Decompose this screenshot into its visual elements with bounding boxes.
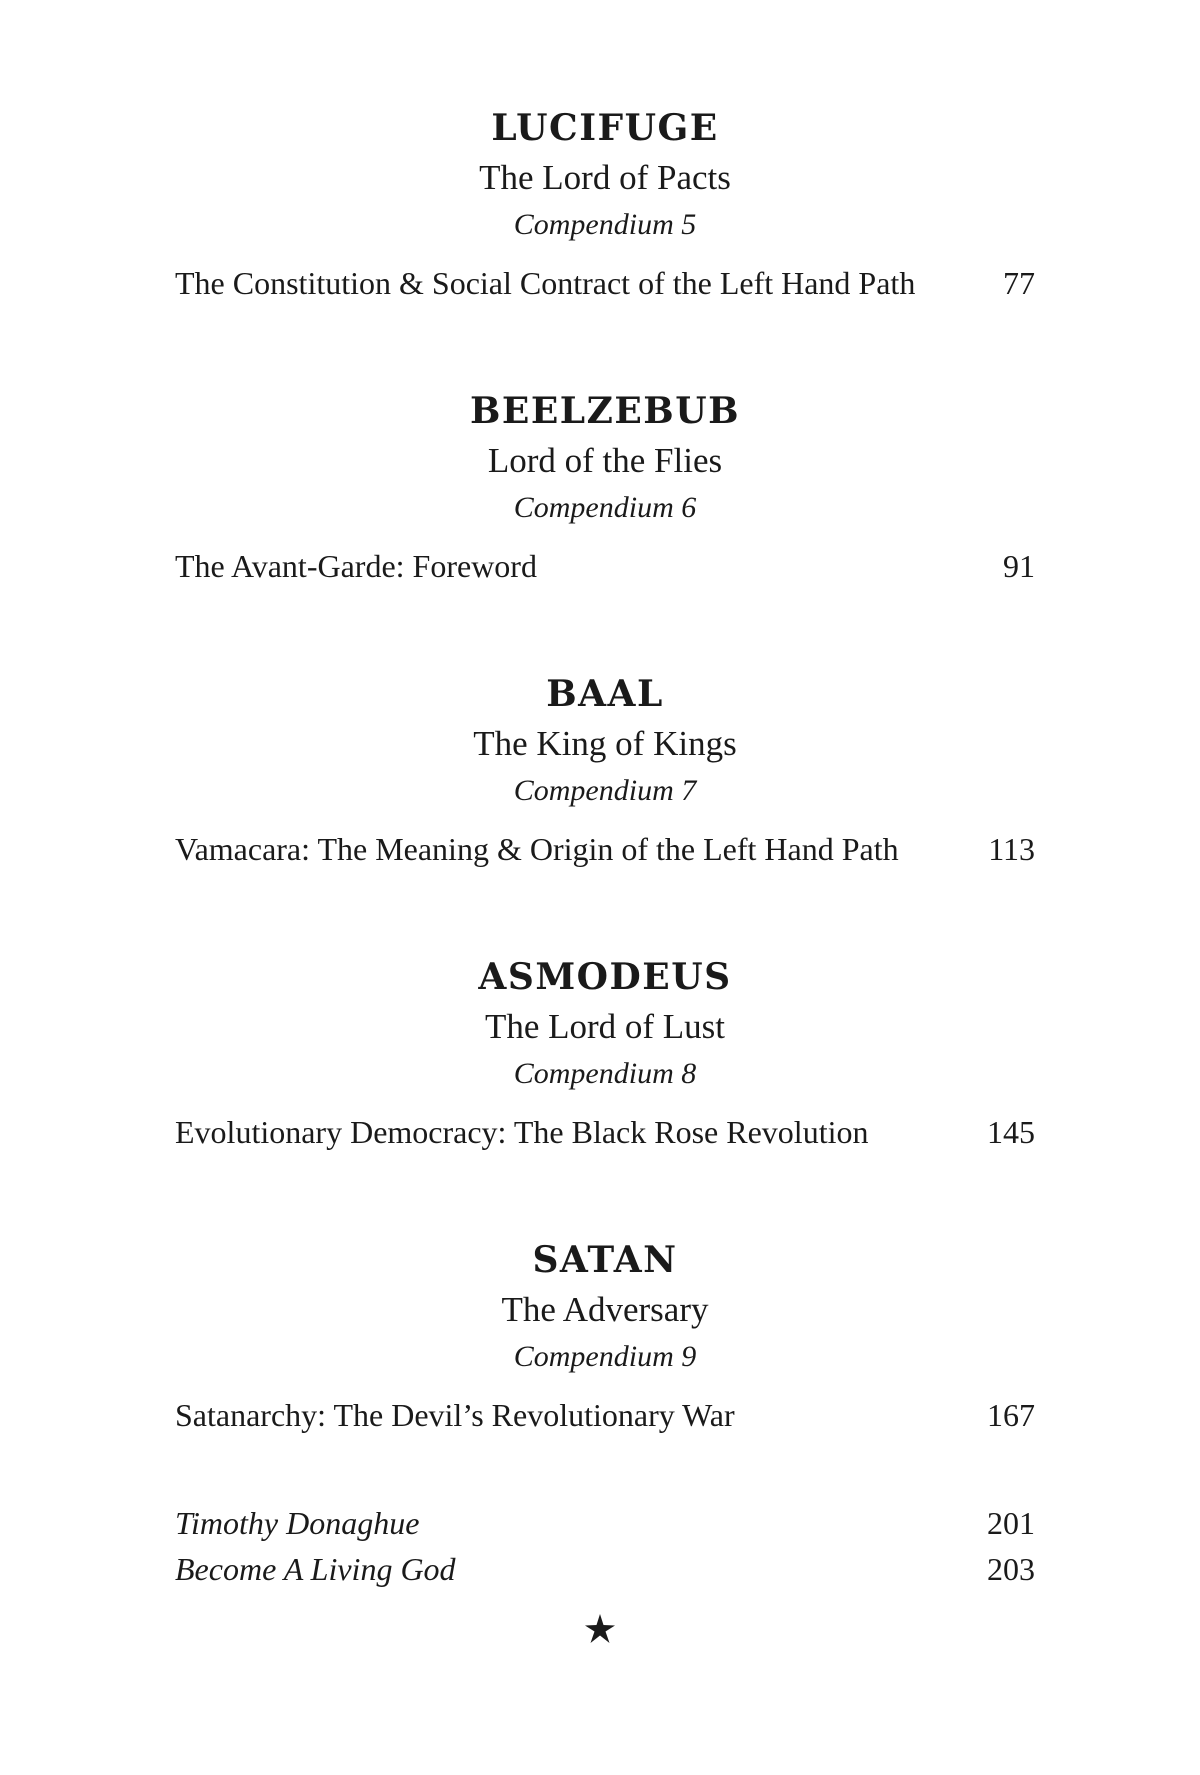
entry-title: Evolutionary Democracy: The Black Rose Revolution [175,1114,869,1150]
compendium-label: Compendium 8 [513,1057,697,1090]
section-title: The King of Kings [473,724,737,763]
section-name: ASMODEUS [478,956,732,998]
compendium-label: Compendium 9 [513,1340,697,1373]
section-name: LUCIFUGE [491,107,719,149]
entry-title: Vamacara: The Meaning & Origin of the Left Hand Path [175,831,899,867]
entry-page-number: 167 [987,1397,1035,1433]
back-matter-entry[interactable] [175,1500,1035,1546]
section-beelzebub [175,388,1035,588]
section-name: SATAN [532,1239,678,1281]
back-matter-list [175,1500,1035,1592]
section-title: The Adversary [501,1290,709,1329]
toc-entry[interactable] [175,1393,1035,1437]
entry-page-number: 113 [988,831,1035,867]
section-baal [175,671,1035,871]
entry-page-number: 145 [987,1114,1035,1150]
section-head [175,954,1035,1094]
toc-entry[interactable] [175,1110,1035,1154]
section-title: Lord of the Flies [487,441,723,480]
section-name: BEELZEBUB [469,390,741,432]
compendium-label: Compendium 7 [513,774,697,807]
entry-title: The Constitution & Social Contract of the Left Hand Path [175,265,916,301]
entry-page-number: 203 [987,1551,1035,1587]
section-head [175,1237,1035,1377]
section-head [175,388,1035,528]
toc-entry[interactable] [175,261,1035,305]
section-lucifuge [175,105,1035,305]
section-title: The Lord of Lust [484,1007,726,1046]
entry-page-number: 77 [1003,265,1035,301]
compendium-label: Compendium 5 [513,208,697,241]
entry-title: Satanarchy: The Devil’s Revolutionary War [175,1397,735,1433]
entry-title: Become A Living God [175,1551,456,1587]
compendium-label: Compendium 6 [513,491,697,524]
section-head [175,105,1035,245]
entry-title: Timothy Donaghue [175,1505,420,1541]
entry-title: The Avant-Garde: Foreword [175,548,537,584]
toc-entry[interactable] [175,827,1035,871]
back-matter-entry[interactable] [175,1546,1035,1592]
entry-page-number: 201 [987,1505,1035,1541]
star-ornament-icon [583,1612,617,1646]
section-head [175,671,1035,811]
section-name: BAAL [546,673,664,715]
toc-entry[interactable] [175,544,1035,588]
entry-page-number: 91 [1003,548,1035,584]
section-asmodeus [175,954,1035,1154]
section-satan [175,1237,1035,1437]
section-title: The Lord of Pacts [479,158,731,197]
